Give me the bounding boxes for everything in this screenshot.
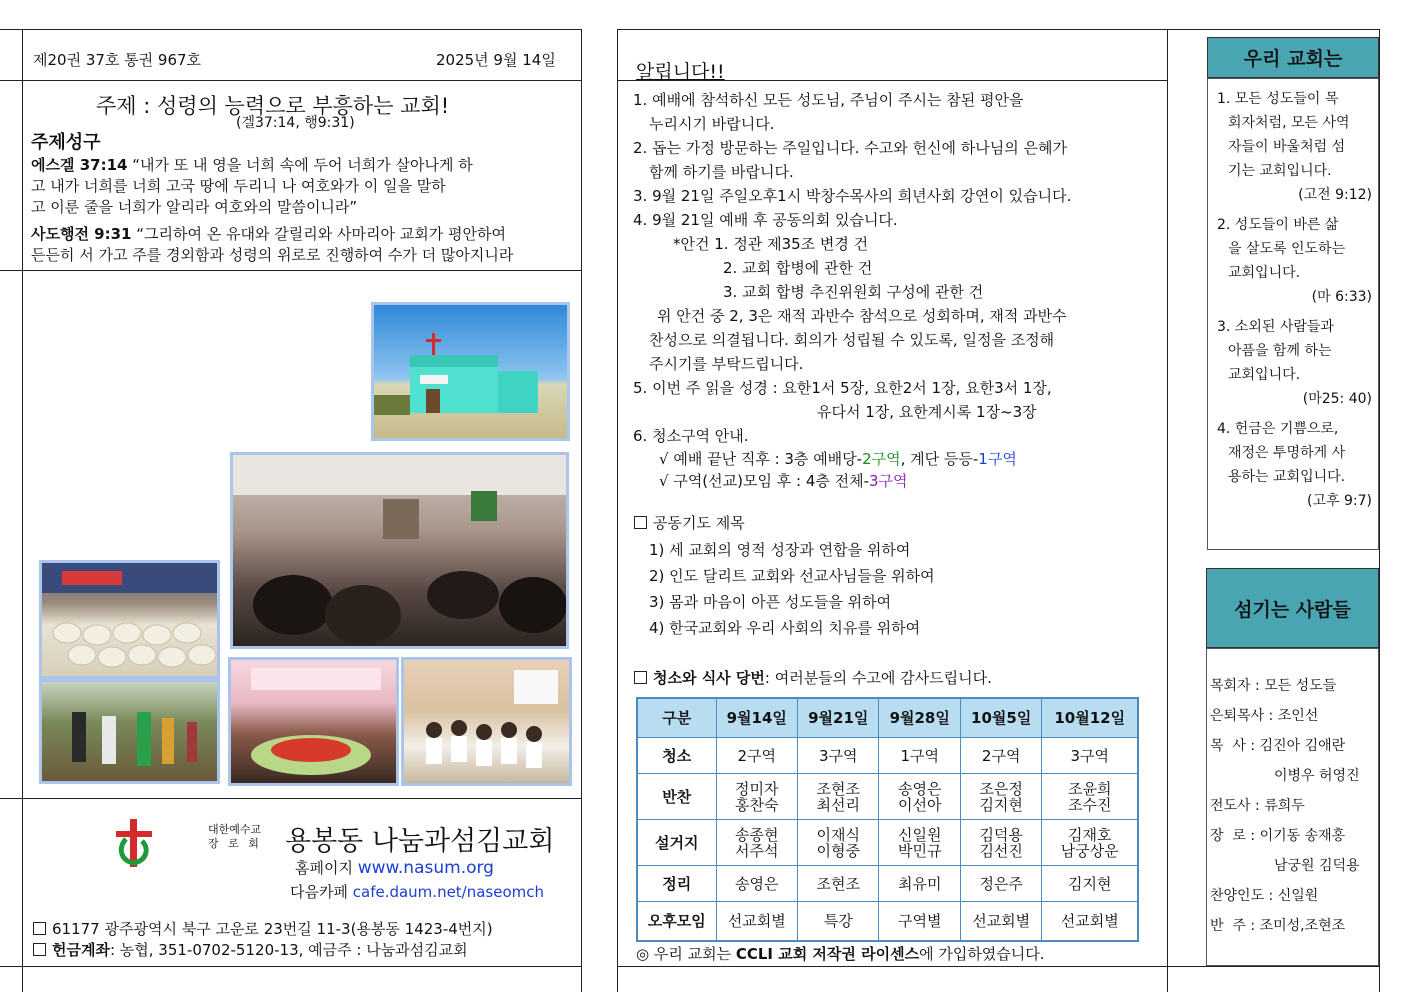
homepage (295, 857, 494, 878)
duty-row (637, 902, 1138, 942)
duty-cell: 2구역 (716, 738, 797, 774)
prayer-item: 3) 몸과 마음이 아픈 성도들을 위하여 (649, 593, 892, 611)
frame-row-line (0, 798, 582, 799)
photo-kimchi-event (228, 657, 399, 786)
photo-rice-sacks (39, 560, 220, 679)
checkbox-icon (33, 943, 46, 956)
homepage-label: 홈페이지 (295, 859, 353, 877)
bulletin-date: 2025년 9월 14일 (436, 51, 556, 69)
ezekiel-line: “내가 또 내 영을 너희 속에 두어 너희가 살아나게 하 (132, 156, 473, 174)
photo-children-gathering (401, 657, 572, 786)
duty-cell: 송영은 (716, 866, 797, 902)
acts-line: 든든히 서 가고 주를 경외함과 성령의 위로로 진행하여 수가 더 많아지니라 (31, 246, 514, 264)
duty-title: 청소와 식사 당번: 여러분들의 수고에 감사드립니다. (634, 667, 992, 688)
church-building-drawing (374, 305, 567, 438)
servant-line: 목회자 : 모든 성도들 (1210, 678, 1337, 694)
notice-line: 3. 교회 합병 추진위원회 구성에 관한 건 (723, 283, 984, 301)
duty-cell: 송종현 서주석 (716, 820, 797, 866)
duty-header-cell: 9월21일 (798, 698, 879, 738)
duty-row (637, 866, 1138, 902)
duty-cell: 정미자 홍찬숙 (716, 774, 797, 820)
our-church-panel (1207, 78, 1379, 550)
duty-row-label: 청소 (637, 738, 716, 774)
frame-divider (617, 29, 618, 992)
prayer-item: 1) 세 교회의 영적 성장과 연합을 위하여 (649, 541, 911, 559)
notice-line: 누리시기 바랍니다. (649, 115, 775, 133)
duty-header-row (637, 698, 1138, 738)
notice-line: 3. 9월 21일 주일오후1시 박창수목사의 희년사회 강연이 있습니다. (633, 187, 1072, 205)
account-label: 헌금계좌 (52, 941, 110, 959)
duty-row-label: 반찬 (637, 774, 716, 820)
duty-cell: 조윤희 조수진 (1042, 774, 1138, 820)
our-church-ref: (마25: 40) (1302, 391, 1372, 407)
our-church-line: 재정은 투명하게 사 (1228, 445, 1346, 461)
frame-divider (1379, 29, 1380, 992)
servant-line: 반 주 : 조미성,조현조 (1210, 918, 1346, 934)
notice-line: 위 안건 중 2, 3은 재적 과반수 참석으로 성회하며, 재적 과반수 (657, 307, 1067, 325)
duty-table (636, 697, 1139, 942)
notice-line: 2. 교회 합병에 관한 건 (723, 259, 873, 277)
duty-cell: 선교회별 (960, 902, 1041, 942)
duty-row-label: 정리 (637, 866, 716, 902)
address-text: 61177 광주광역시 북구 고운로 23번길 11-3(용봉동 1423-4번지) (52, 920, 493, 938)
notice-line: 4. 9월 21일 예배 후 공동의회 있습니다. (633, 211, 898, 229)
duty-cell: 2구역 (960, 738, 1041, 774)
notice-line: 2. 돕는 가정 방문하는 주일입니다. 수고와 헌신에 하나님의 은혜가 (633, 139, 1067, 157)
our-church-line: 자들이 바울처럼 섬 (1228, 139, 1346, 155)
offering-account (33, 939, 468, 960)
notice-line: 함께 하기를 바랍니다. (649, 163, 794, 181)
duty-row-label: 설거지 (637, 820, 716, 866)
cafe-label: 다음카페 (290, 883, 348, 901)
servant-line: 전도사 : 류희두 (1210, 798, 1305, 814)
duty-row (637, 820, 1138, 866)
duty-cell: 1구역 (879, 738, 960, 774)
acts-ref: 사도행전 9:31 (31, 225, 132, 243)
frame-row-line (0, 270, 582, 271)
our-church-title: 우리 교회는 (1207, 37, 1379, 78)
duty-cell: 송영은 이선아 (879, 774, 960, 820)
duty-row (637, 774, 1138, 820)
duty-cell: 최유미 (879, 866, 960, 902)
ezekiel-ref: 에스겔 37:14 (31, 156, 128, 174)
clean-zone-line: √ 구역(선교)모임 후 : 4층 전체-3구역 (659, 472, 908, 490)
duty-cell: 김재호 남궁상운 (1042, 820, 1138, 866)
frame-top-line (617, 29, 1380, 30)
our-church-item (1217, 315, 1372, 411)
frame-divider (1167, 29, 1168, 992)
duty-row-label: 오후모임 (637, 902, 716, 942)
prayer-item: 4) 한국교회와 우리 사회의 치유를 위하여 (649, 619, 921, 637)
servant-line: 은퇴목사 : 조인선 (1210, 708, 1319, 724)
our-church-item (1217, 87, 1372, 207)
verses-title: 주제성구 (31, 132, 101, 153)
our-church-line: 회자처럼, 모든 사역 (1228, 115, 1350, 131)
cafe-link[interactable]: cafe.daum.net/naseomch (352, 883, 545, 901)
church-name: 용봉동 나눔과섬김교회 (285, 826, 555, 857)
checkbox-icon (634, 516, 647, 529)
rice-sacks-drawing (42, 563, 217, 676)
our-church-ref: (마 6:33) (1311, 289, 1372, 305)
clean-zone-line: √ 예배 끝난 직후 : 3층 예배당-2구역, 계단 등등-1구역 (659, 450, 1017, 468)
prayer-title: 공동기도 제목 (634, 512, 745, 533)
frame-bottom-line (617, 966, 1380, 967)
our-church-ref: (고전 9:12) (1298, 187, 1372, 203)
notice-line: 주시기를 부탁드립니다. (649, 355, 804, 373)
notice-line: 찬성으로 의결됩니다. 회의가 성립될 수 있도록, 일정을 조정해 (649, 331, 1055, 349)
duty-cell: 조은정 김지현 (960, 774, 1041, 820)
duty-cell: 김덕용 김선진 (960, 820, 1041, 866)
checkbox-icon (634, 671, 647, 684)
duty-cell: 선교회별 (716, 902, 797, 942)
duty-cell: 조현조 (798, 866, 879, 902)
our-church-line: 교회입니다. (1228, 265, 1301, 281)
notice-line: 유다서 1장, 요한계시록 1장~3장 (817, 403, 1037, 421)
church-logo (112, 817, 156, 869)
account-text: : 농협, 351-0702-5120-13, 예금주 : 나눔과섬김교회 (109, 941, 468, 959)
duty-cell: 구역별 (879, 902, 960, 942)
duty-row (637, 738, 1138, 774)
frame-divider (22, 29, 23, 992)
daum-cafe (290, 881, 544, 902)
photo-village-visit (39, 679, 220, 784)
servant-line: 남궁원 김덕용 (1274, 858, 1360, 874)
our-church-line: 아픔을 함께 하는 (1228, 343, 1332, 359)
servant-line: 목 사 : 김진아 김애란 (1210, 738, 1346, 754)
our-church-line: 용하는 교회입니다. (1228, 469, 1346, 485)
prayer-item: 2) 인도 달리트 교회와 선교사님들을 위하여 (649, 567, 935, 585)
frame-bottom-line (0, 966, 582, 967)
notice-line: 1. 예배에 참석하신 모든 성도님, 주님이 주시는 참된 평안을 (633, 91, 1024, 109)
denomination-line: 장 로 회 (208, 837, 262, 850)
cross-logo-icon (112, 817, 156, 869)
notices-title: 알립니다!! (636, 61, 725, 83)
our-church-ref: (고후 9:7) (1307, 493, 1372, 509)
notice-line: 5. 이번 주 읽을 성경 : 요한1서 5장, 요한2서 1장, 요한3서 1장, (633, 379, 1052, 397)
denomination-line: 대한예수교 (208, 823, 262, 836)
servants-title: 섬기는 사람들 (1206, 568, 1379, 648)
prayer-list (649, 537, 935, 641)
duty-cell: 김지현 (1042, 866, 1138, 902)
frame-row-line (0, 80, 582, 81)
duty-cell: 3구역 (798, 738, 879, 774)
duty-cell: 선교회별 (1042, 902, 1138, 942)
children-drawing (404, 660, 569, 783)
photo-church-building (371, 302, 570, 441)
church-address (33, 918, 493, 939)
servants-panel (1206, 648, 1379, 966)
duty-cell: 이재식 이형중 (798, 820, 879, 866)
checkbox-icon (33, 922, 46, 935)
sermon-refs: (겔37:14, 행9:31) (236, 115, 355, 131)
sermon-theme: 주제 : 성령의 능력으로 부흥하는 교회! (96, 94, 450, 118)
notices-list (633, 88, 1153, 492)
duty-header-cell: 구분 (637, 698, 716, 738)
our-church-line: 1. 모든 성도들이 목 (1217, 91, 1339, 107)
duty-header-cell: 10월5일 (960, 698, 1041, 738)
photo-worship-service (230, 452, 569, 649)
servant-line: 이병우 허영진 (1274, 768, 1360, 784)
our-church-line: 4. 헌금은 기쁨으로, (1217, 421, 1339, 437)
duty-cell: 특강 (798, 902, 879, 942)
our-church-line: 2. 성도들이 바른 삶 (1217, 217, 1339, 233)
village-drawing (42, 682, 217, 781)
notice-line: *안건 1. 정관 제35조 변경 건 (673, 235, 869, 253)
duty-cell: 신일원 박민규 (879, 820, 960, 866)
ezekiel-line: 고 이룬 줄을 너희가 알리라 여호와의 말씀이니라” (31, 198, 358, 216)
duty-cell: 정은주 (960, 866, 1041, 902)
ccli-note: ◎ 우리 교회는 CCLI 교회 저작권 라이센스에 가입하였습니다. (636, 945, 1045, 963)
servant-line: 장 로 : 이기동 송재홍 (1210, 828, 1346, 844)
duty-header-cell: 9월28일 (879, 698, 960, 738)
acts-verse (31, 224, 513, 266)
duty-cell: 조현조 최선리 (798, 774, 879, 820)
worship-drawing (233, 455, 566, 646)
frame-divider (581, 29, 582, 992)
duty-header-cell: 9월14일 (716, 698, 797, 738)
servant-line: 찬양인도 : 신일원 (1210, 888, 1319, 904)
our-church-line: 3. 소외된 사람들과 (1217, 319, 1334, 335)
duty-header-cell: 10월12일 (1042, 698, 1138, 738)
frame-top-line (0, 29, 582, 30)
our-church-item (1217, 213, 1372, 309)
our-church-line: 기는 교회입니다. (1228, 163, 1332, 179)
ezekiel-line: 고 내가 너희를 너희 고국 땅에 두리니 나 여호와가 이 일을 말하 (31, 177, 446, 195)
kimchi-drawing (231, 660, 396, 783)
ezekiel-verse (31, 155, 473, 218)
issue-number: 제20권 37호 통권 967호 (33, 51, 202, 69)
our-church-line: 을 살도록 인도하는 (1228, 241, 1346, 257)
notice-line: 6. 청소구역 안내. (633, 427, 749, 445)
duty-cell: 3구역 (1042, 738, 1138, 774)
our-church-line: 교회입니다. (1228, 367, 1301, 383)
homepage-link[interactable]: www.nasum.org (357, 858, 494, 878)
acts-line: “그리하여 온 유대와 갈릴리와 사마리아 교회가 평안하여 (136, 225, 506, 243)
our-church-item (1217, 417, 1372, 513)
